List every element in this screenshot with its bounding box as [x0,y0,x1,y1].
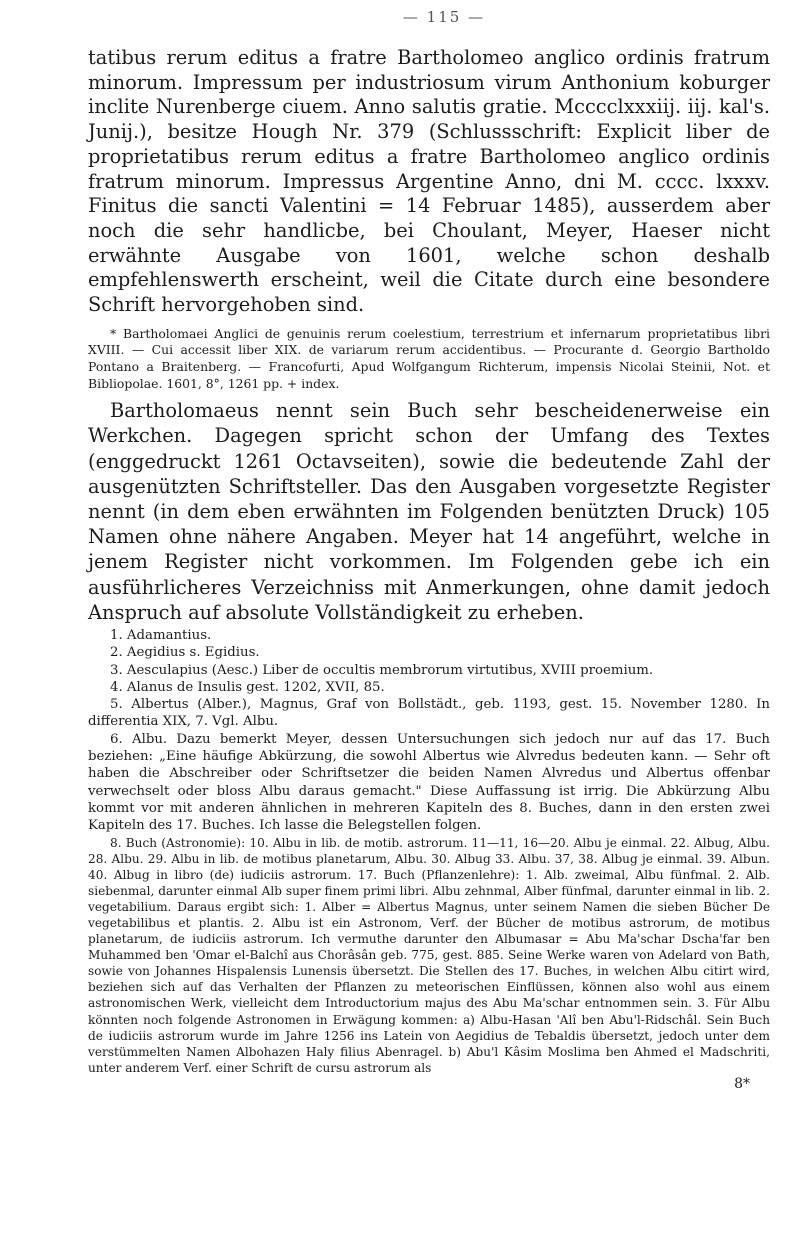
footnote: * Bartholomaei Anglici de genuinis rerum coelestium, terrestrium et infernarum proprietatibus libri XVIII. — Cui accessit liber XIX. de variarum rerum accidentibus. — Procurante d. Georgio Bartholdo Pontano a Braitenberg. — Francofurti, Apud Wolfgangum Richterum, impensis Nicolai Steinii, Not. et Bibliopolae. 1601, 8°, 1261 pp. + index. [88,325,770,391]
page-number: — 115 — [402,8,486,26]
list-item: 5. Albertus (Alber.), Magnus, Graf von Bollstädt., geb. 1193, gest. 15. November 1280. In differentia XIX, 7. Vgl. Albu. [88,697,770,730]
page [88,8,770,1092]
list-item: 1. Adamantius. [110,627,212,643]
list-item: 2. Aegidius s. Egidius. [110,645,260,661]
main-paragraph: tatibus rerum editus a fratre Bartholomeo anglico ordinis fratrum minorum. Impressum per industriosum virum Anthonium koburger inclite Nurenberge ciuem. Anno salutis gratie. Mcccclxxxiij. iij. kal's. Junij.), besitze Hough Nr. 379 (Schlussschrift: Explicit liber de proprietatibus rerum editus a fratre Bartholomeo anglico ordinis fratrum minorum. Impressus Argentine Anno, dni M. cccc. lxxxv. Finitus die sancti Valentini = 14 Februar 1485), ausserdem aber noch die sehr handlicbe, bei Choulant, Meyer, Haeser nicht erwähnte Ausgabe von 1601, welche schon deshalb empfehlenswerth erscheint, weil die Citate durch eine besondere Schrift hervorgehoben sind. [88,46,770,317]
list-item: 6. Albu. Dazu bemerkt Meyer, dessen Untersuchungen sich jedoch nur auf das 17. Buch beziehen: „Eine häufige Abkürzung, die sowohl Albertus wie Alvredus bedeuten kann. — Sehr oft haben die Abschreiber oder Schriftsetzer die beiden Namen Alvredus und Albertus offenbar verwechselt oder bloss Albu daraus gemacht." Diese Auffassung ist irrig. Die Abkürzung Albu kommt vor mit anderen ähnlichen in mehreren Kapiteln des 8. Buches, dann in den ersten zwei Kapiteln des 17. Buches. Ich lasse die Belegstellen folgen. [88,731,770,834]
entry-list [88,627,770,1076]
section-paragraph: Bartholomaeus nennt sein Buch sehr bescheidenerweise ein Werkchen. Dagegen spricht schon der Umfang des Textes (enggedruckt 1261 Octavseiten), sowie die bedeutende Zahl der ausgenützten Schriftsteller. Das den Ausgaben vorgesetzte Register nennt (in dem eben erwähnten im Folgenden benützten Druck) 105 Namen ohne nähere Angaben. Meyer hat 14 angeführt, welche in jenem Register nicht vorkommen. Im Folgenden gebe ich ein ausführlicheres Verzeichniss mit Anmerkungen, ohne damit jedoch Anspruch auf absolute Vollständigkeit zu erheben. [88,399,770,624]
list-item: 4. Alanus de Insulis gest. 1202, XVII, 85. [110,679,385,695]
list-item: 3. Aesculapius (Aesc.) Liber de occultis membrorum virtutibus, XVIII proemium. [110,662,654,678]
signature-mark: 8* [734,1075,750,1092]
list-item: 8. Buch (Astronomie): 10. Albu in lib. de motib. astrorum. 11—11, 16—20. Albu je einmal. 22. Albug, Albu. 28. Albu. 29. Albu in lib. de motibus planetarum, Albu. 30. Albug 33. Albu. 37, 38. Albug je einmal. 39. Albun. 40. Albug in libro (de) iudiciis astrorum. 17. Buch (Pflanzenlehre): 1. Alb. zweimal, Albu fünfmal. 2. Alb. siebenmal, darunter einmal Alb super finem primi libri. Albu zehnmal, Alber fünfmal, darunter einmal in lib. 2. vegetabilium. Daraus ergibt sich: 1. Alber = Albertus Magnus, unter seinem Namen die sieben Bücher De vegetabilibus et plantis. 2. Albu ist ein Astronom, Verf. der Bücher de motibus astrorum, de motibus planetarum, de iudiciis astrorum. Ich vermuthe darunter den Albumasar = Abu Ma'schar Dscha'far ben Muhammed ben 'Omar el-Balchî aus Chorâsân geb. 775, gest. 885. Seine Werke waren von Adelard von Bath, sowie von Johannes Hispalensis Lunensis übersetzt. Die Stellen des 17. Buches, in welchen Albu citirt wird, beziehen sich auf das Verhalten der Pflanzen zu meteorischen Einflüssen, können also wohl aus einem astronomischen Werk, vielleicht dem Introductorium majus des Abu Ma'schar entnommen sein. 3. Für Albu könnten noch folgende Astronomen in Erwägung kommen: a) Albu-Hasan 'Alî ben Abu'l-Ridschâl. Sein Buch de iudiciis astrorum wurde im Jahre 1256 ins Latein von Aegidius de Tebaldis übersetzt, jedoch unter dem verstümmelten Namen Albohazen Haly filius Abenragel. b) Abu'l Kâsim Moslima ben Ahmed el Madschriti, unter anderem Verf. einer Schrift de cursu astrorum als [88,835,770,1075]
